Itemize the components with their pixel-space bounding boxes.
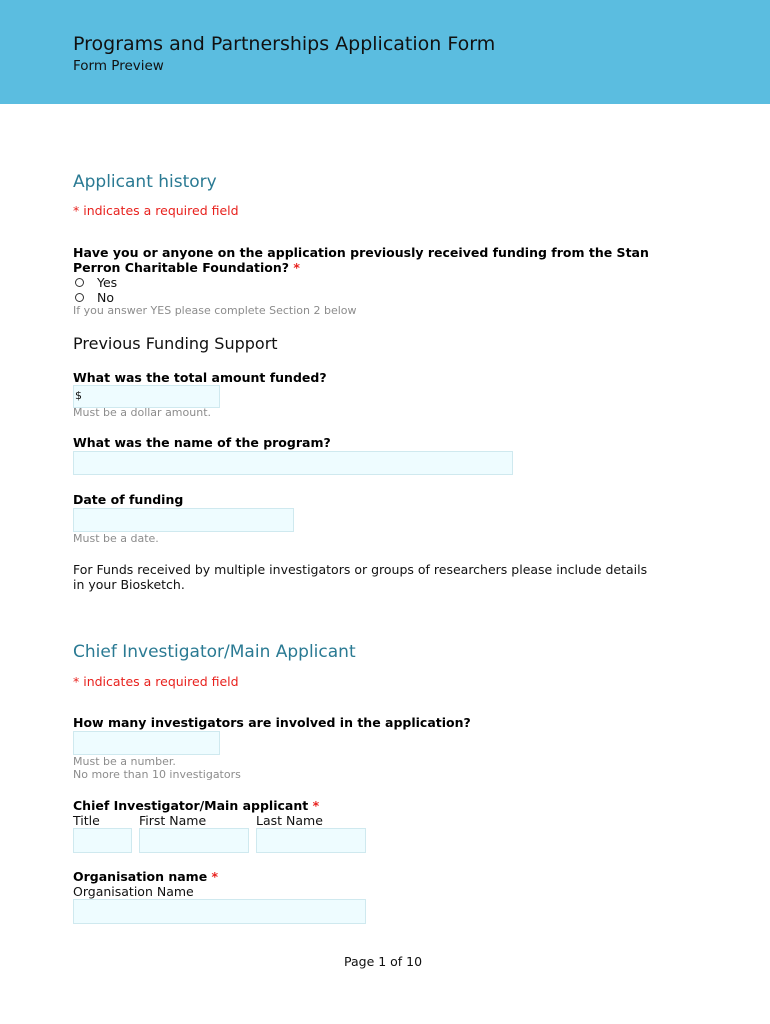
label-total-amount: What was the total amount funded? [73,370,327,385]
question-previous-funding-line2: Perron Charitable Foundation? [73,260,290,275]
page-indicator: Page 1 of 10 [344,954,423,969]
program-name-input[interactable] [73,451,513,475]
sublabel-first-name: First Name [139,813,207,828]
label-organisation-name [73,869,218,884]
required-asterisk: * [293,260,300,275]
chief-investigator-label-text: Chief Investigator/Main applicant [73,798,309,813]
label-date-of-funding: Date of funding [73,492,184,507]
radio-label-no: No [97,290,114,305]
organisation-name-input[interactable] [73,899,366,924]
date-of-funding-hint: Must be a date. [73,532,159,545]
date-of-funding-input[interactable] [73,508,294,532]
sublabel-title: Title [73,813,100,828]
label-chief-investigator [73,798,319,813]
dollar-prefix: $ [75,389,82,402]
question-previous-funding [73,245,649,275]
required-asterisk: * [211,869,219,884]
label-program-name: What was the name of the program? [73,435,331,450]
radio-label-yes: Yes [97,275,118,290]
form-title: Programs and Partnerships Application Form [73,33,496,55]
question-previous-funding-line1: Have you or anyone on the application previously received funding from the Stan [73,245,649,260]
investigator-count-hint-1: Must be a number. [73,755,176,768]
note-line2: in your Biosketch. [73,577,185,592]
multiple-investigators-note [73,562,647,592]
radio-button-no[interactable] [75,293,84,302]
label-investigator-count: How many investigators are involved in the application? [73,715,471,730]
first-name-input[interactable] [139,828,249,853]
organisation-label-text: Organisation name [73,869,208,884]
note-line1: For Funds received by multiple investigators or groups of researchers please include details [73,562,648,577]
sublabel-organisation-name: Organisation Name [73,884,194,899]
required-asterisk: * [312,798,320,813]
investigator-count-input[interactable] [73,731,220,755]
sublabel-last-name: Last Name [256,813,323,828]
section-heading-chief-investigator: Chief Investigator/Main Applicant [73,642,356,662]
title-input[interactable] [73,828,132,853]
section-heading-applicant-history: Applicant history [73,172,217,192]
investigator-count-hint-2: No more than 10 investigators [73,768,241,781]
header-banner [0,0,770,104]
section-heading-previous-funding: Previous Funding Support [73,334,278,353]
last-name-input[interactable] [256,828,366,853]
total-amount-input[interactable] [73,385,220,408]
form-subtitle: Form Preview [73,58,164,74]
required-field-note-2: * indicates a required field [73,674,239,689]
radio-option-no[interactable] [75,290,114,305]
radio-option-yes[interactable] [75,275,117,290]
radio-button-yes[interactable] [75,278,84,287]
previous-funding-hint: If you answer YES please complete Section 2 below [73,304,357,317]
required-field-note: * indicates a required field [73,203,239,218]
total-amount-hint: Must be a dollar amount. [73,406,212,419]
